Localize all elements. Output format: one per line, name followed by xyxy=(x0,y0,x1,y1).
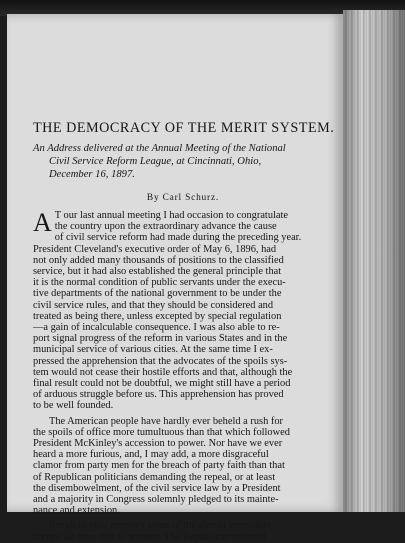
text-line: —a gain of incalculable consequence. I was also able to re- xyxy=(33,322,280,334)
paragraph-2 xyxy=(33,416,333,517)
text-line: clamor from party men for the breach of party faith than that xyxy=(33,460,285,472)
text-line: port signal progress of the reform in various States and in the xyxy=(33,333,288,345)
text-line: not only added many thousands of positions to the classified xyxy=(33,254,284,266)
text-line: President McKinley's accession to power. Nor have we ever xyxy=(33,438,283,450)
article-title: THE DEMOCRACY OF THE MERIT SYSTEM. xyxy=(33,120,335,136)
subtitle-line: December 16, 1897. xyxy=(49,169,135,180)
book-page xyxy=(7,14,343,543)
article-byline: By Carl Schurz. xyxy=(146,193,220,203)
text-line: the country upon the extraordinary advance the cause xyxy=(54,221,277,233)
text-line: tive departments of the national government to be under the xyxy=(33,288,282,300)
paragraph-1 xyxy=(33,210,333,412)
paragraph-3 xyxy=(33,520,333,542)
text-line: nance and extension. xyxy=(33,505,120,517)
text-line: T our last annual meeting I had occasion to congratulate xyxy=(54,210,289,221)
text-line: the disembowelment, of the civil service law by a President xyxy=(33,482,281,494)
article-subtitle xyxy=(33,142,333,181)
subtitle-line: An Address delivered at the Annual Meeting of the National xyxy=(33,143,286,154)
text-line: Recall to your memory some of the almost incredible xyxy=(49,520,271,532)
text-line: of Republican politicians demanding the repeal, or at least xyxy=(33,471,276,483)
text-line: heard a more furious, and, I may add, a more disgraceful xyxy=(33,449,269,461)
text-line: of arduous struggle before us. This apprehension has proved xyxy=(33,389,284,401)
text-line: President Cleveland's executive order of May 6, 1896, had xyxy=(33,243,277,255)
text-line: and a majority in Congress solemnly pledged to its mainte- xyxy=(33,494,279,506)
text-line: it is the normal condition of public servants under the execu- xyxy=(33,277,286,289)
text-line: civil service rules, and that they should be considered and xyxy=(33,299,274,311)
text-line: pressed the apprehension that the advocates of the spoils sys- xyxy=(33,355,288,367)
text-line: tem would not cease their hostile efforts and that, although the xyxy=(33,366,293,378)
text-line: to be well founded. xyxy=(33,400,114,412)
text-line: The American people have hardly ever beheld a rush for xyxy=(49,415,283,427)
text-line: final result could not be doubtful, we might still have a period xyxy=(33,378,291,390)
text-line: treated as being there, unless excepted by special regulation xyxy=(33,310,282,322)
book-page-edges-shadow xyxy=(343,10,405,512)
text-line: scenes we have had to witness. The Republican national xyxy=(33,531,267,543)
text-line: service, but it had also established the general principle that xyxy=(33,266,282,278)
drop-cap: A xyxy=(33,208,52,237)
text-line: of civil service reform had made during the preceding year. xyxy=(54,232,302,244)
article-body xyxy=(33,210,333,543)
subtitle-line: Civil Service Reform League, at Cincinnati, Ohio, xyxy=(49,156,262,167)
text-line: municipal service of various cities. At the same time I ex- xyxy=(33,344,273,356)
text-line: the spoils of office more tumultuous than that which followed xyxy=(33,426,290,438)
